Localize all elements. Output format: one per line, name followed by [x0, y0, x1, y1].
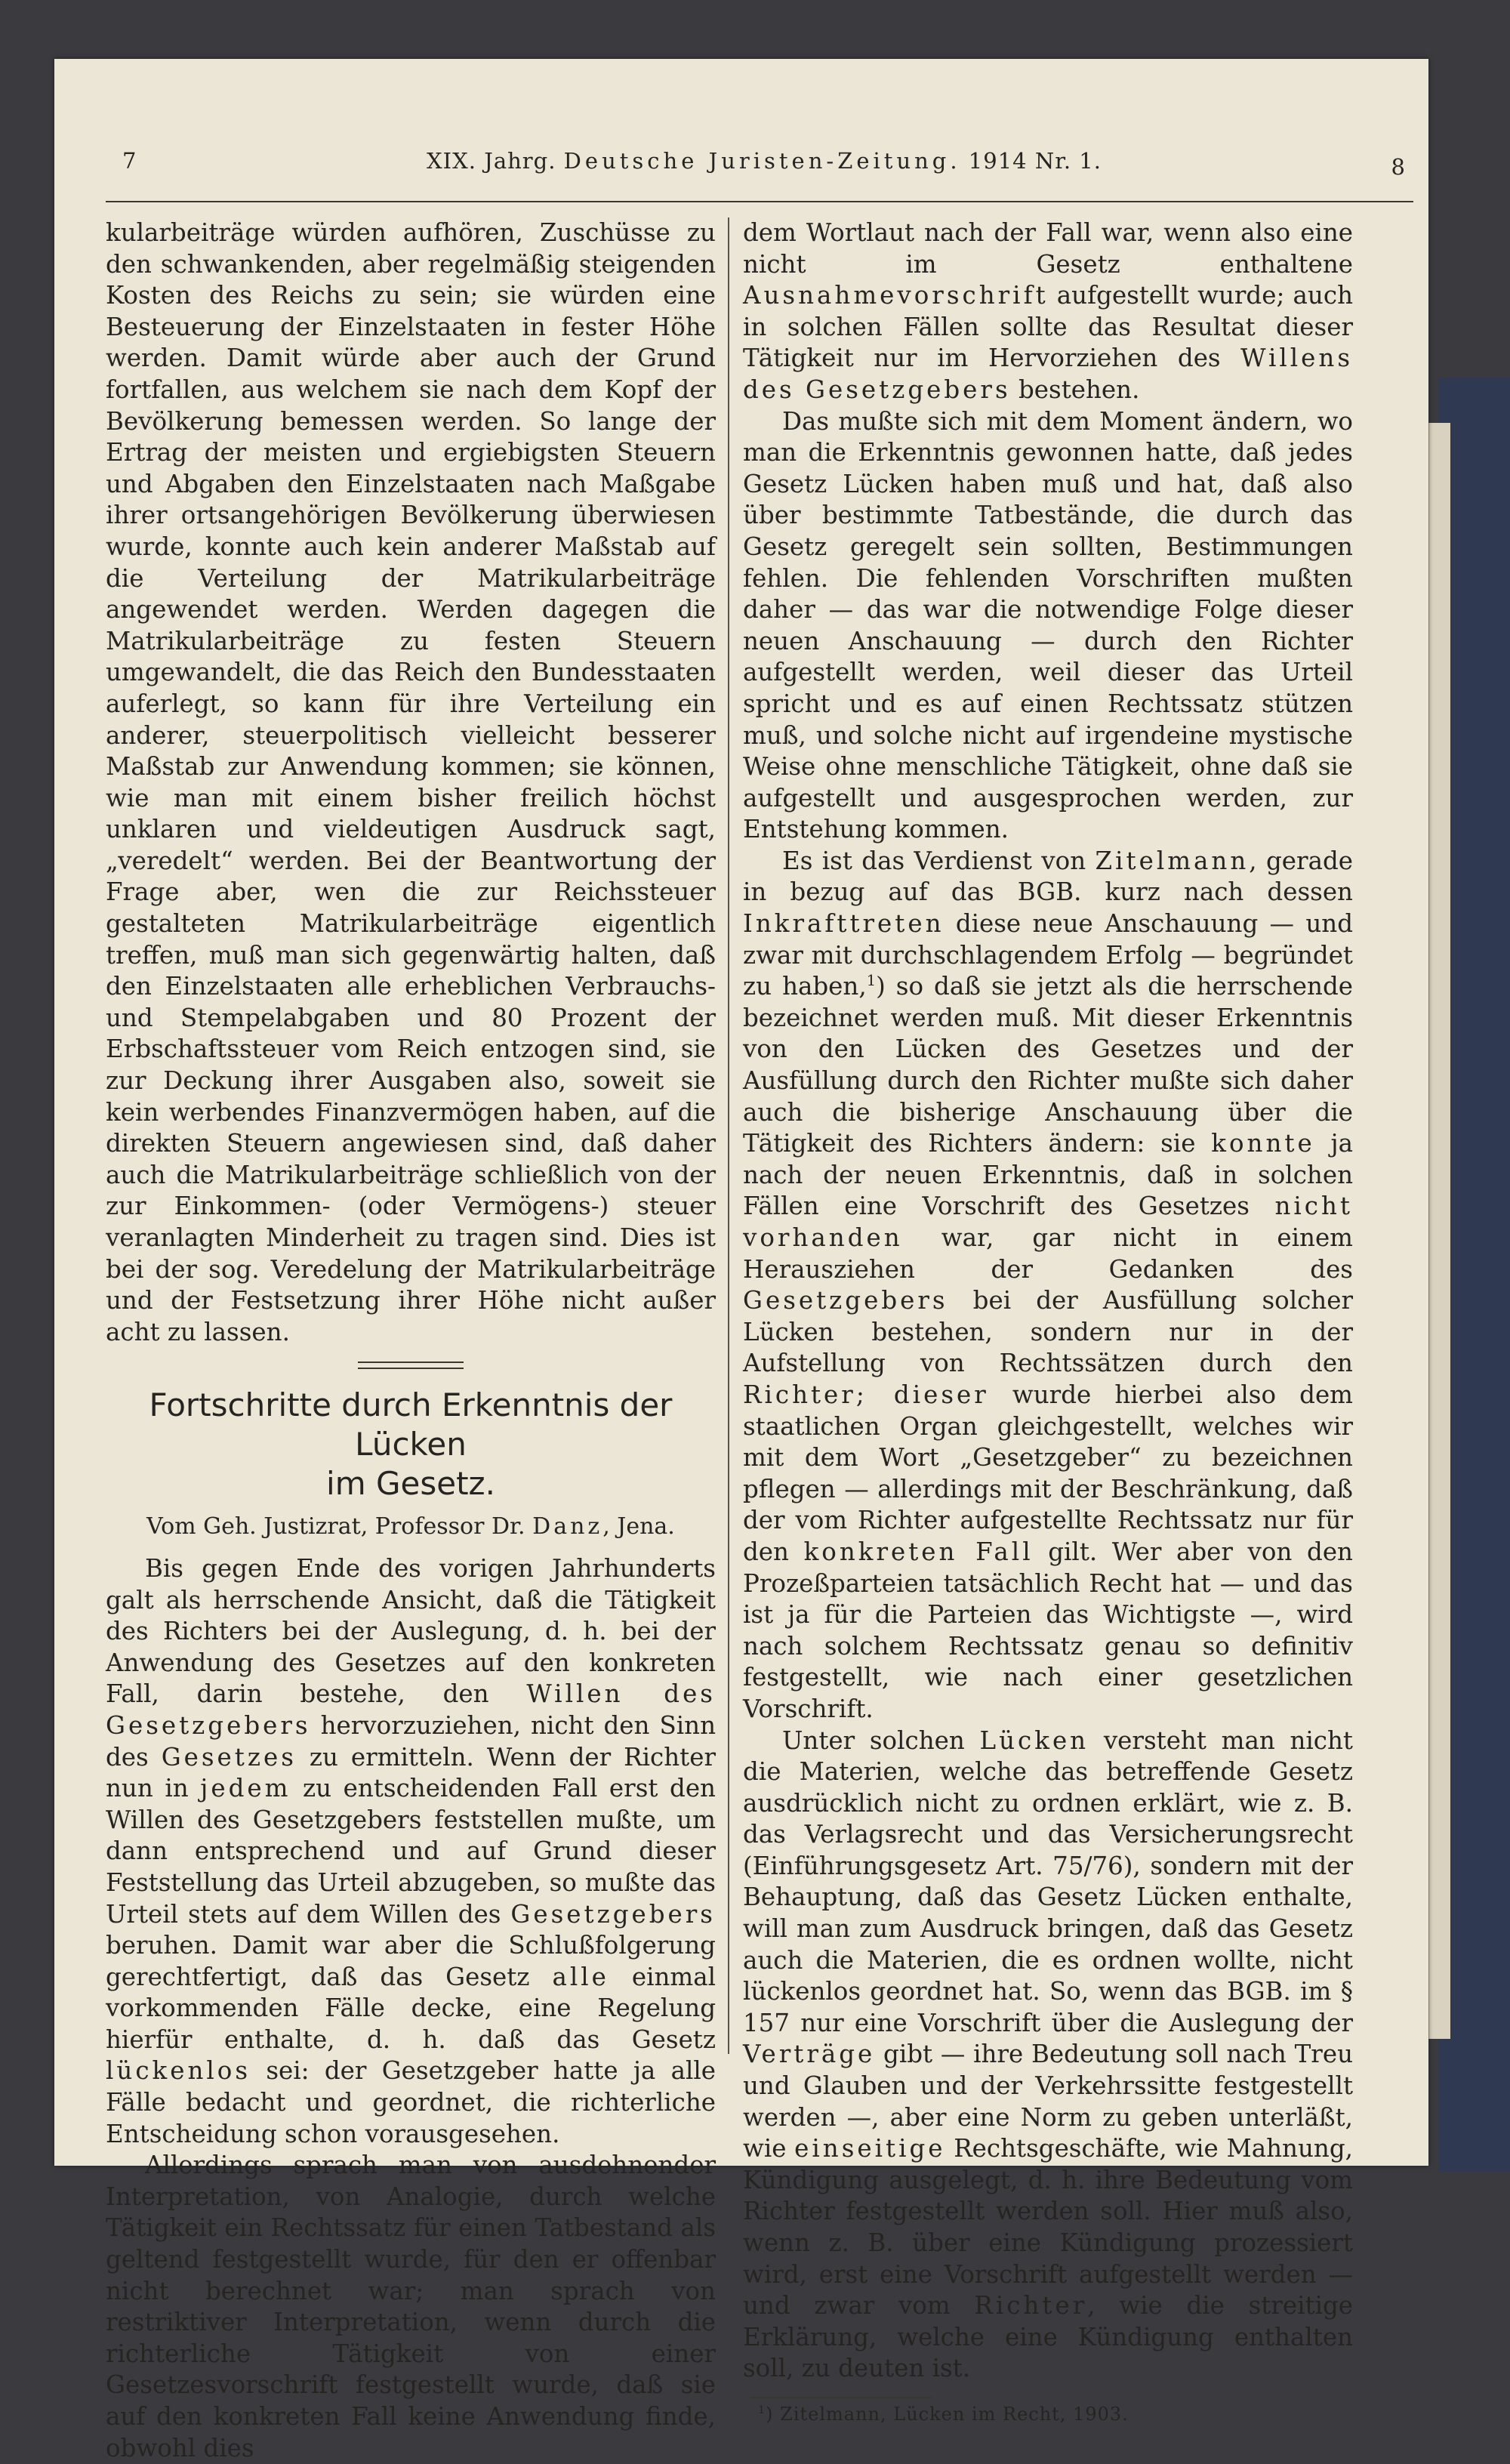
issue-label: 1914 Nr. 1.	[968, 148, 1102, 174]
article-title-line1: Fortschritte durch Erkenntnis der Lücken	[149, 1386, 673, 1463]
left-column	[106, 217, 716, 2464]
text-run: war, gar nicht in einem Herausziehen der Gedanken des	[743, 1223, 1353, 1284]
emphasis: lückenlos	[106, 2056, 251, 2086]
byline-pre: Vom Geh. Justizrat, Professor Dr.	[146, 1513, 525, 1540]
text-run: sei: der Gesetzgeber hatte ja alle Fälle bedacht und geordnet, die richterliche Entscheidung schon vorausgesehen.	[106, 2056, 716, 2148]
paragraph: Das mußte sich mit dem Moment ändern, wo man die Erkenntnis gewonnen hatte, daß jedes Gesetz Lücken haben muß und hat, daß also über bestimmte Tatbestände, die durch das Gesetz geregelt sein sollten, Bestimmungen fehlen. Die fehlenden Vorschriften mußten daher — das war die notwendige Folge dieser neuen Anschauung — durch den Richter aufgestellt werden, weil dieser das Urteil spricht und es auf einen Rechtssatz stützen muß, und solche nicht auf irgendeine mystische Weise ohne menschliche Tätigkeit, ohne daß sie aufgestellt und ausgesprochen werden, zur Entstehung kommen.	[743, 406, 1353, 844]
emphasis: Willens des Gesetzgebers	[743, 344, 1353, 404]
text-run: zu ermitteln. Wenn der Richter nun in	[106, 1742, 716, 1803]
emphasis: Lücken	[979, 1725, 1089, 1755]
emphasis: Gesetzes	[161, 1742, 297, 1772]
text-run: , wie die streitige Erklärung, welche eine Kündigung enthalten soll, zu deuten ist.	[743, 2291, 1353, 2383]
paragraph	[743, 217, 1353, 406]
page-number-left: 7	[122, 148, 137, 174]
right-column	[743, 217, 1353, 2425]
byline-post: , Jena.	[602, 1513, 675, 1540]
paragraph: Allerdings sprach man von ausdehnender Interpretation, von Analogie, durch welche Tätigkeit ein Rechtssatz für einen Tatbestand als geltend festgestellt wurde, für den er offenbar nicht berechnet war; man sprach von restriktiver Interpretation, wenn durch die richterliche Tätigkeit von einer Gesetzesvorschrift festgestellt wurde, daß sie auf den konkreten Fall keine Anwendung finde, obwohl dies	[106, 2151, 716, 2462]
byline	[106, 1511, 716, 1543]
text-run: Bis gegen Ende des vorigen Jahrhunderts galt als herrschende Ansicht, daß die Tätigkeit des Richters bei der Auslegung, d. h. bei der Anwendung des Gesetzes auf den konkreten Fall, darin bestehe, den	[106, 1553, 716, 1709]
emphasis: einseitige	[794, 2134, 946, 2163]
column-divider	[728, 217, 729, 2054]
text-run: Unter solchen	[782, 1725, 980, 1755]
header-rule	[106, 201, 1413, 202]
emphasis: Verträge	[743, 2040, 876, 2069]
paragraph	[743, 846, 1353, 1725]
emphasis: alle	[552, 1962, 609, 1991]
paragraph	[743, 1725, 1353, 2385]
footnote-text: ) Zitelmann, Lücken im Recht, 1903.	[766, 2403, 1129, 2425]
text-run: aufgestellt wurde; auch in solchen Fällen sollte das Resultat dieser Tätigkeit nur im Hervorziehen des	[743, 281, 1353, 373]
emphasis: Willen des Gesetzgebers	[106, 1679, 716, 1740]
backdrop-next-page-edge	[1427, 423, 1450, 2039]
text-run: beruhen. Damit war aber die Schlußfolgerung gerechtfertigt, daß das Gesetz	[106, 1931, 716, 1991]
text-run: bei der Ausfüllung solcher Lücken bestehen, sondern nur in der Aufstellung von Rechtssätzen durch den	[743, 1286, 1353, 1378]
footnote-mark: 1	[758, 2404, 766, 2416]
text-run: ) so daß sie jetzt als die herrschende bezeichnet werden muß. Mit dieser Erkenntnis von den Lücken des Gesetzes und der Ausfüllung durch den Richter mußte sich daher auch die bisherige Anschauung über die Tätigkeit des Richters ändern: sie	[743, 972, 1354, 1158]
emphasis: nicht vorhanden	[743, 1192, 1353, 1252]
journal-line	[122, 148, 1406, 174]
text-run: Es ist das Verdienst von	[782, 846, 1096, 875]
footnote-rule	[750, 2397, 932, 2398]
volume-label: XIX. Jahrg.	[427, 148, 556, 174]
running-header	[122, 148, 1406, 193]
emphasis: jedem	[200, 1774, 291, 1803]
text-run: versteht man nicht die Materien, welche das betreffende Gesetz ausdrücklich nicht zu ordnen erklärt, wie z. B. das Verlagsrecht und das Versicherungsrecht (Einführungsgesetz Art. 75/76), sondern mit der Behauptung, daß das Gesetz Lücken enthalte, will man zum Ausdruck bringen, daß das Gesetz auch die Materien, die es ordnen wollte, nicht lückenlos geordnet hat. So, wenn das BGB. im § 157 nur eine Vorschrift über die Auslegung der	[743, 1725, 1353, 2037]
paragraph	[106, 1553, 716, 2150]
text-run: gibt — ihre Bedeutung soll nach Treu und Glauben und der Verkehrssitte festgestellt werden —, aber eine Norm zu geben unterläßt, wie	[743, 2040, 1353, 2163]
article-title	[106, 1386, 716, 1503]
emphasis: Inkrafttreten	[743, 909, 945, 939]
section-separator	[358, 1362, 464, 1369]
author-name: Danz	[532, 1513, 603, 1540]
emphasis: Gesetzgebers	[510, 1899, 716, 1929]
text-run: ja nach der neuen Erkenntnis, daß in solchen Fällen eine Vorschrift des Gesetzes	[743, 1129, 1354, 1221]
text-run: hervorzuziehen, nicht den Sinn des	[106, 1710, 716, 1772]
emphasis: Richter	[974, 2291, 1088, 2321]
emphasis: Richter; dieser	[743, 1380, 989, 1409]
page-number-right: 8	[1391, 154, 1406, 180]
text-run: Rechtsgeschäfte, wie Mahnung, Kündigung ausgelegt, d. h. ihre Bedeutung vom Richter festgestellt werden soll. Hier muß also, wenn z. B. über eine Kündigung prozessiert wird, erst eine Vorschrift aufgestellt werden — und zwar vom	[743, 2134, 1353, 2321]
text-run: wurde hierbei also dem staatlichen Organ gleichgestellt, welches wir mit dem Wort „Gesetzgeber“ zu bezeichnen pflegen — allerdings mit der Beschränkung, daß der vom Richter aufgestellte Rechtssatz nur für den	[743, 1380, 1353, 1566]
emphasis: Zitelmann	[1095, 846, 1250, 875]
newspaper-page	[54, 59, 1428, 2462]
journal-name: Deutsche Juristen-Zeitung.	[563, 148, 961, 174]
text-run: dem Wortlaut nach der Fall war, wenn also eine nicht im Gesetz enthaltene	[743, 218, 1353, 279]
text-run: diese neue Anschauung — und zwar mit durchschlagendem Erfolg — begründet zu haben,	[743, 909, 1353, 1001]
text-run: , gerade in bezug auf das BGB. kurz nach dessen	[743, 846, 1353, 907]
text-run: gilt. Wer aber von den Prozeßparteien tatsächlich Recht hat — und das ist ja für die Parteien das Wichtigste —, wird nach solchem Rechtssatz genau so definitiv festgestellt, wie nach einer gesetzlichen Vorschrift.	[743, 1537, 1353, 1723]
footnote-reference[interactable]: 1	[866, 972, 877, 990]
continued-paragraph: kularbeiträge würden aufhören, Zuschüsse zu den schwankenden, aber regelmäßig steigenden Kosten des Reichs zu sein; sie würden eine Besteuerung der Einzelstaaten in fester Höhe werden. Damit würde aber auch der Grund fortfallen, aus welchem sie nach dem Kopf der Bevölkerung bemessen werden. So lange der Ertrag der meisten und ergiebigsten Steuern und Abgaben den Einzelstaaten nach Maßgabe ihrer ortsangehörigen Bevölkerung überwiesen wurde, konnte auch kein anderer Maßstab auf die Verteilung der Matrikularbeiträge angewendet werden. Werden dagegen die Matrikularbeiträge zu festen Steuern umgewandelt, die das Reich den Bundesstaaten auferlegt, so kann für ihre Verteilung ein anderer, steuerpolitisch vielleicht besserer Maßstab zur Anwendung kommen; sie können, wie man mit einem bisher freilich höchst unklaren und vieldeutigen Ausdruck sagt, „veredelt“ werden. Bei der Beantwortung der Frage aber, wen die zur Reichssteuer gestalteten Matrikularbeiträge eigentlich treffen, muß man sich gegenwärtig halten, daß den Einzelstaaten alle erheblichen Verbrauchs- und Stempelabgaben und 80 Prozent der Erbschaftssteuer vom Reich entzogen sind, sie zur Deckung ihrer Ausgaben also, soweit sie kein werbendes Finanzvermögen haben, auf die direkten Steuern angewiesen sind, daß daher auch die Matrikularbeiträge schließlich von der zur Einkommen- (oder Vermögens-) steuer veranlagten Minderheit zu tragen sind. Dies ist bei der sog. Veredelung der Matrikularbeiträge und der Festsetzung ihrer Höhe nicht außer acht zu lassen.	[106, 218, 716, 1346]
footnote	[758, 2403, 1353, 2425]
article-title-line2: im Gesetz.	[326, 1465, 495, 1503]
text-run: einmal vorkommenden Fälle decke, eine Regelung hierfür enthalte, d. h. daß das Gesetz	[106, 1962, 716, 2054]
text-run: bestehen.	[1010, 375, 1140, 404]
text-run: zu entscheidenden Fall erst den Willen des Gesetzgebers feststellen mußte, um dann entsprechend und auf Grund dieser Feststellung das Urteil abzugeben, so mußte das Urteil stets auf dem Willen des	[106, 1774, 716, 1929]
emphasis: Gesetzgebers	[743, 1286, 948, 1315]
emphasis: konkreten Fall	[803, 1537, 1034, 1566]
emphasis: konnte	[1211, 1129, 1315, 1158]
emphasis: Ausnahmevorschrift	[743, 281, 1049, 310]
